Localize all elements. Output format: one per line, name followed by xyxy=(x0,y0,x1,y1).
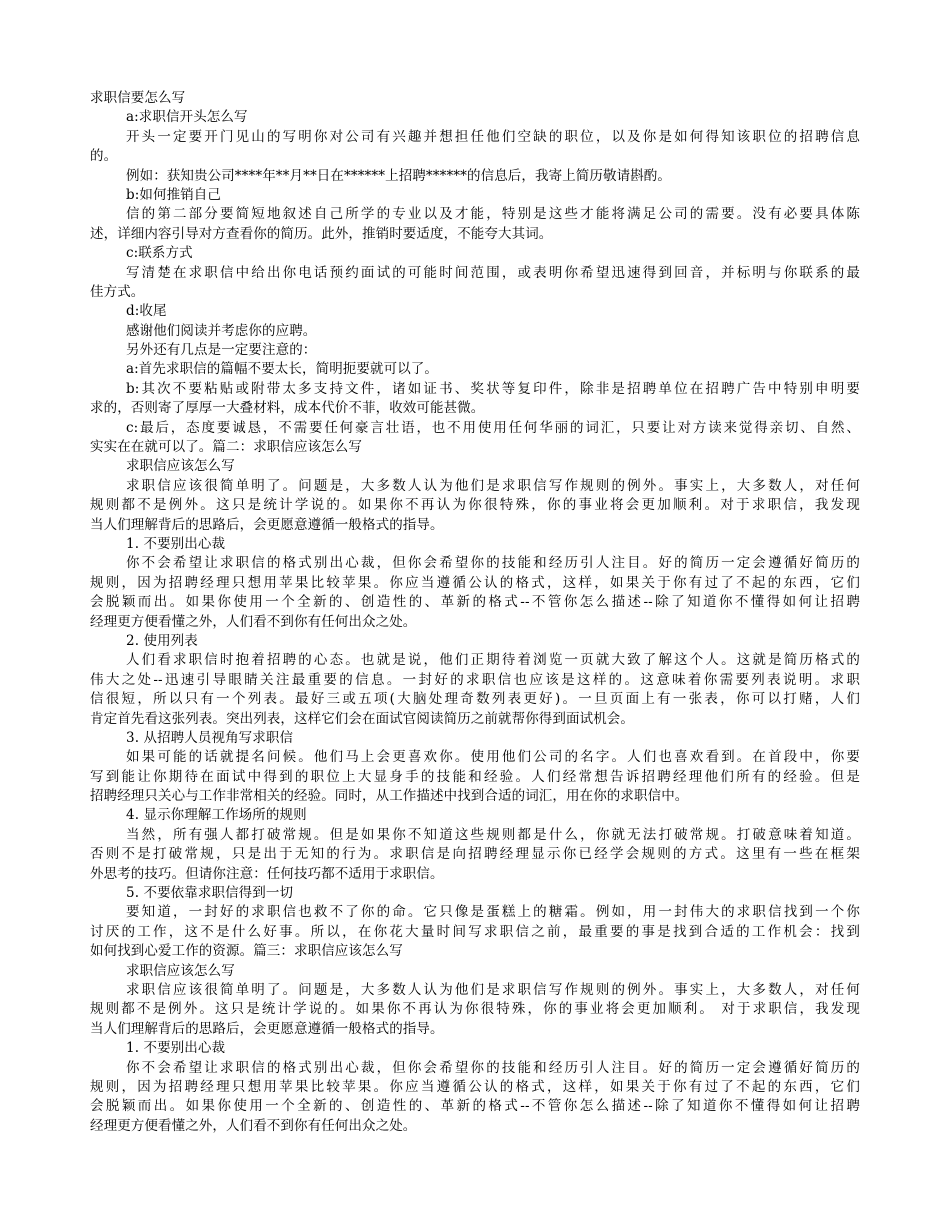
text-line: 5. 不要依靠求职信得到一切 xyxy=(126,885,294,902)
text-line: 求职信应该很简单明了。问题是，大多数人认为他们是求职信写作规则的例外。事实上，大多数人，对任何 xyxy=(126,981,860,998)
text-line: 讨厌的工作，这不是什么好事。所以，在你花大量时间写求职信之前，最重要的事是找到合适的工作机会：找到 xyxy=(90,923,860,940)
text-line: b:如何推销自己 xyxy=(126,186,221,203)
text-line: 1. 不要别出心裁 xyxy=(126,535,226,552)
text-line: b:其次不要粘贴或附带太多支持文件，诸如证书、奖状等复印件，除非是招聘单位在招聘广告中特别申明要 xyxy=(126,380,860,397)
text-line: 要知道，一封好的求职信也救不了你的命。它只像是蛋糕上的糖霜。例如，用一封伟大的求职信找到一个你 xyxy=(126,904,860,921)
text-line: 当人们理解背后的思路后，会更愿意遵循一般格式的指导。 xyxy=(90,516,444,533)
text-line: 述，详细内容引导对方查看你的简历。此外，推销时要适度，不能夸大其词。 xyxy=(90,225,553,242)
text-line: 信的第二部分要简短地叙述自己所学的专业以及才能，特别是这些才能将满足公司的需要。没有必要具体陈 xyxy=(126,206,860,223)
text-line: a:首先求职信的篇幅不要太长，简明扼要就可以了。 xyxy=(126,361,438,378)
text-line: 规则，因为招聘经理只想用苹果比较苹果。你应当遵循公认的格式，这样，如果关于你有过了不起的东西，它们 xyxy=(90,1078,860,1095)
text-line: d:收尾 xyxy=(126,303,167,320)
text-line: 信很短，所以只有一个列表。最好三或五项(大脑处理奇数列表更好)。一旦页面上有一张表，你可以打赌，人们 xyxy=(90,691,860,708)
text-line: 如果可能的话就提名问候。他们马上会更喜欢你。使用他们公司的名字。人们也喜欢看到。在首段中，你要 xyxy=(126,749,860,766)
text-line: 求职信应该很简单明了。问题是，大多数人认为他们是求职信写作规则的例外。事实上，大多数人，对任何 xyxy=(126,477,860,494)
text-line: 当人们理解背后的思路后，会更愿意遵循一般格式的指导。 xyxy=(90,1020,444,1037)
text-line: 的。 xyxy=(90,148,118,165)
text-line: 开头一定要开门见山的写明你对公司有兴趣并想担任他们空缺的职位，以及你是如何得知该职位的招聘信息 xyxy=(126,128,860,145)
text-line: 会脱颖而出。如果你使用一个全新的、创造性的、革新的格式--不管你怎么描述--除了知道你不懂得如何让招聘 xyxy=(90,594,860,611)
text-line: 外思考的技巧。但请你注意：任何技巧都不适用于求职信。 xyxy=(90,865,444,882)
text-line: 如何找到心爱工作的资源。篇三：求职信应该怎么写 xyxy=(90,943,403,960)
text-line: 写清楚在求职信中给出你电话预约面试的可能时间范围，或表明你希望迅速得到回音，并标明与你联系的最 xyxy=(126,264,860,281)
text-line: 写到能让你期待在面试中得到的职位上大显身手的技能和经验。人们经常想告诉招聘经理他们所有的经验。但是 xyxy=(90,768,860,785)
text-line: 求职信应该怎么写 xyxy=(126,458,235,475)
text-line: 肯定首先看这张列表。突出列表，这样它们会在面试官阅读简历之前就帮你得到面试机会。 xyxy=(90,710,634,727)
text-line: 求职信要怎么写 xyxy=(90,90,186,106)
text-line: 1. 不要别出心裁 xyxy=(126,1040,226,1057)
text-line: 3. 从招聘人员视角写求职信 xyxy=(126,729,294,746)
text-line: 经理更方便看懂之外，人们看不到你有任何出众之处。 xyxy=(90,613,417,630)
text-line: 求职信应该怎么写 xyxy=(126,962,235,979)
text-line: 2. 使用列表 xyxy=(126,632,198,649)
text-line: 你不会希望让求职信的格式别出心裁，但你会希望你的技能和经历引人注目。好的简历一定会遵循好简历的 xyxy=(126,1059,860,1076)
text-line: 求的，否则寄了厚厚一大叠材料，成本代价不菲，收效可能甚微。 xyxy=(90,400,485,417)
text-line: 你不会希望让求职信的格式别出心裁，但你会希望你的技能和经历引人注目。好的简历一定会遵循好简历的 xyxy=(126,555,860,572)
text-line: 经理更方便看懂之外，人们看不到你有任何出众之处。 xyxy=(90,1117,417,1134)
text-line: 实实在在就可以了。篇二：求职信应该怎么写 xyxy=(90,439,362,456)
text-line: 会脱颖而出。如果你使用一个全新的、创造性的、革新的格式--不管你怎么描述--除了知道你不懂得如何让招聘 xyxy=(90,1098,860,1115)
text-line: 人们看求职信时抱着招聘的心态。也就是说，他们正期待着浏览一页就大致了解这个人。这就是简历格式的 xyxy=(126,652,860,669)
text-line: 感谢他们阅读并考虑你的应聘。 xyxy=(126,322,317,339)
text-line: a:求职信开头怎么写 xyxy=(126,109,248,126)
text-line: c:联系方式 xyxy=(126,245,193,262)
text-line: 规则都不是例外。这只是统计学说的。如果你不再认为你很特殊，你的事业将会更加顺利。对于求职信，我发现 xyxy=(90,497,860,514)
text-line: 佳方式。 xyxy=(90,283,145,300)
text-line: 另外还有几点是一定要注意的： xyxy=(126,342,317,359)
text-line: 否则不是打破常规，只是出于无知的行为。求职信是向招聘经理显示你已经学会规则的方式。这里有一些在框架 xyxy=(90,846,860,863)
text-line: 例如：获知贵公司****年**月**日在******上招聘******的信息后，我寄上简历敬请斟酌。 xyxy=(126,167,671,184)
text-line: 4. 显示你理解工作场所的规则 xyxy=(126,807,307,824)
document-body xyxy=(90,89,860,1136)
text-line: 当然，所有强人都打破常规。但是如果你不知道这些规则都是什么，你就无法打破常规。打破意味着知道。 xyxy=(126,826,860,843)
text-line: 招聘经理只关心与工作非常相关的经验。同时，从工作描述中找到合适的词汇，用在你的求职信中。 xyxy=(90,788,689,805)
text-line: 伟大之处--迅速引导眼睛关注最重要的信息。一封好的求职信也应该是这样的。这意味着你需要列表说明。求职 xyxy=(90,671,860,688)
text-line: c:最后，态度要诚恳，不需要任何豪言壮语，也不用使用任何华丽的词汇，只要让对方读来觉得亲切、自然、 xyxy=(126,419,860,436)
text-line: 规则都不是例外。这只是统计学说的。如果你不再认为你很特殊，你的事业将会更加顺利。 对于求职信，我发现 xyxy=(90,1001,860,1018)
text-line: 规则，因为招聘经理只想用苹果比较苹果。你应当遵循公认的格式，这样，如果关于你有过了不起的东西，它们 xyxy=(90,574,860,591)
